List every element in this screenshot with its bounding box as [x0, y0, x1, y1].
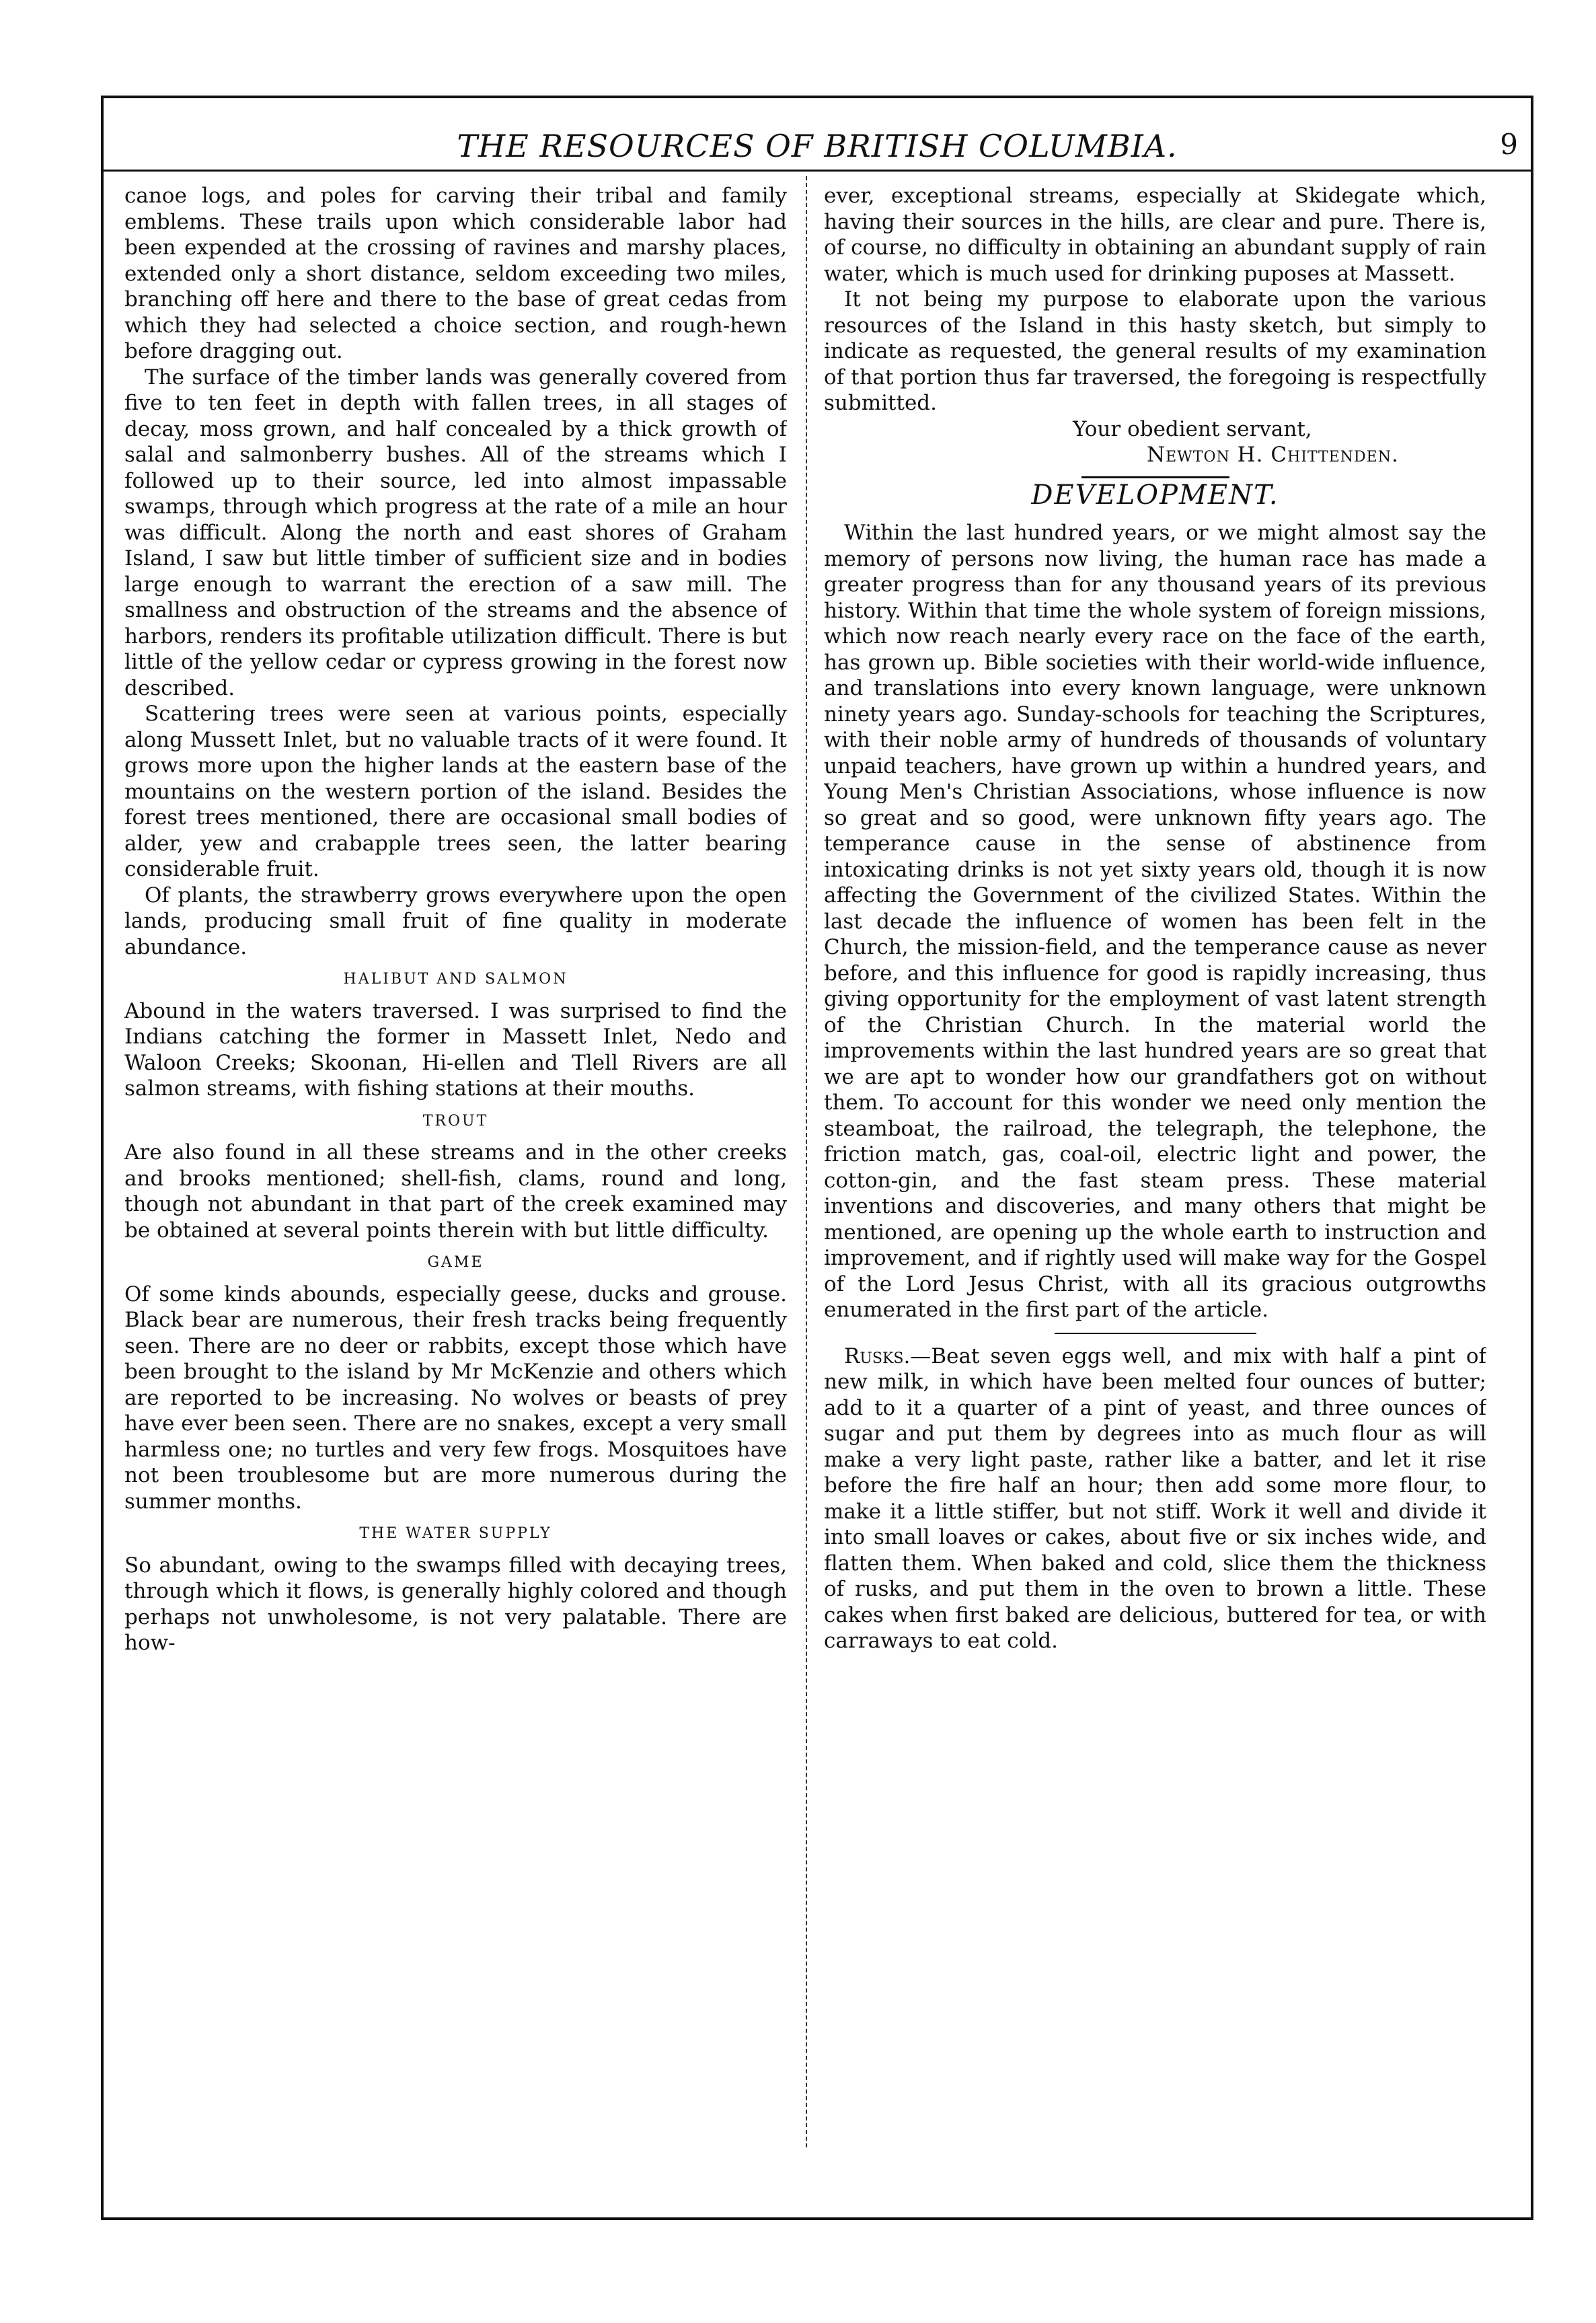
- heading-water-supply: THE WATER SUPPLY: [359, 1525, 552, 1542]
- left-paragraph-1: canoe logs, and poles for carving their tribal and family emblems. These trails upon which considerable labor had been expended at the crossing of ravines and marshy places, extended only a short distance, seldom exceeding two miles, branching off here and there to the base of great cedas from which they had selected a choice section, and rough-hewn before dragging out.: [124, 184, 787, 363]
- right-paragraph-2: It not being my purpose to elaborate upon the various resources of the Island in this hasty sketch, but simply to indicate as requested, the general results of my examination of that portion thus far traversed, the foregoing is respectfully submitted.: [824, 287, 1486, 415]
- heading-trout: TROUT: [422, 1112, 489, 1130]
- left-paragraph-2: The surface of the timber lands was generally covered from five to ten feet in depth with fallen trees, in all stages of decay, moss grown, and half concealed by a thick growth of salal and salmonberry bushes. All of the streams which I followed up to their source, led into almost impassable swamps, through which progress at the rate of a mile an hour was difficult. Along the north and east shores of Graham Island, I saw but little timber of sufficient size and in bodies large enough to warrant the erection of a saw mill. The smallness and obstruction of the streams and the absence of harbors, renders its profitable utilization difficult. There is but little of the yellow cedar or cypress growing in the forest now described.: [124, 365, 787, 700]
- paragraph-water-supply: So abundant, owing to the swamps filled with decaying trees, through which it flows, is generally highly colored and though perhaps not unwholesome, is not very palatable. There are how-: [124, 1553, 787, 1655]
- left-paragraph-3: Scattering trees were seen at various points, especially along Mussett Inlet, but no valuable tracts of it were found. It grows more upon the higher lands at the eastern base of the mountains on the western portion of the island. Besides the forest trees mentioned, there are occasional small bodies of alder, yew and crabapple trees seen, the latter bearing considerable fruit.: [124, 702, 787, 881]
- right-column: [824, 183, 1486, 2188]
- paragraph-halibut-and-salmon: Abound in the waters traversed. I was surprised to find the Indians catching the former in Massett Inlet, Nedo and Waloon Creeks; Skoonan, Hi-ellen and Tlell Rivers are all salmon streams, with fishing stations at their mouths.: [124, 998, 787, 1101]
- header-rule: [104, 170, 1531, 172]
- column-divider: [806, 176, 807, 2147]
- letter-signature: Newton H. Chittenden.: [1147, 443, 1399, 467]
- running-header: [101, 128, 1533, 168]
- letter-salutation: Your obedient servant,: [1073, 416, 1312, 441]
- heading-halibut-and-salmon: HALIBUT AND SALMON: [343, 971, 568, 988]
- development-paragraph: Within the last hundred years, or we might almost say the memory of persons now living, the human race has made a greater progress than for any thousand years of its previous history. Within that time the whole system of foreign missions, which now reach nearly every race on the face of the earth, has grown up. Bible societies with their world-wide influence, and translations into every known language, were unknown ninety years ago. Sunday-schools for teaching the Scriptures, with their noble army of hundreds of thousands of voluntary unpaid teachers, have grown up within a hundred years, and Young Men's Christian Associations, whose influence is now so great and so good, were unknown fifty years ago. The temperance cause in the sense of abstinence from intoxicating drinks is not yet sixty years old, though it is now affecting the Government of the civilized States. Within the last decade the influence of women has been felt in the Church, the mission-field, and the temperance cause as never before, and this influence for good is rapidly increasing, thus giving opportunity for the employment of vast latent strength of the Christian Church. In the material world the improvements within the last hundred years are so great that we are apt to wonder how our grandfathers got on without them. To account for this wonder we need only mention the steamboat, the railroad, the telegraph, the telephone, the friction match, gas, coal-oil, electric light and power, the cotton-gin, and the fast steam press. These material inventions and discoveries, and many others that might be mentioned, are opening up the whole earth to instruction and improvement, and if rightly used will make way for the Gospel of the Lord Jesus Christ, with all its gracious outgrowths enumerated in the first part of the article.: [824, 521, 1486, 1322]
- right-paragraph-1: ever, exceptional streams, especially at Skidegate which, having their sources in the hills, are clear and pure. There is, of course, no difficulty in obtaining an abundant supply of rain water, which is much used for drinking puposes at Massett.: [824, 184, 1486, 286]
- left-paragraph-4: Of plants, the strawberry grows everywhere upon the open lands, producing small fruit of fine quality in moderate abundance.: [124, 883, 787, 959]
- development-title: DEVELOPMENT.: [1031, 479, 1279, 511]
- rusks-text: —Beat seven eggs well, and mix with half a pint of new milk, in which have been melted four ounces of butter; add to it a quarter of a pint of yeast, and three ounces of sugar and put them by degrees into as much flour as will make a very light paste, rather like a batter, and let it rise before the fire half an hour; then add some more flour, to make it a little stiffer, but not stiff. Work it well and divide it into small loaves or cakes, about five or six inches wide, and flatten them. When baked and cold, slice them the thickness of rusks, and put them in the oven to brown a little. These cakes when first baked are delicious, buttered for tea, or with carraways to eat cold.: [824, 1343, 1486, 1653]
- heading-game: GAME: [427, 1254, 484, 1271]
- rusks-label: Rusks.: [844, 1343, 911, 1368]
- paragraph-game: Of some kinds abounds, especially geese, ducks and grouse. Black bear are numerous, their fresh tracks being frequently seen. There are no deer or rabbits, except those which have been brought to the island by Mr McKenzie and others which are reported to be increasing. No wolves or beasts of prey have ever been seen. There are no snakes, except a very small harmless one; no turtles and very few frogs. Mosquitoes have not been troublesome but are more numerous during the summer months.: [124, 1282, 787, 1514]
- paragraph-trout: Are also found in all these streams and in the other creeks and brooks mentioned; shell-fish, clams, round and long, though not abundant in that part of the creek examined may be obtained at several points therein with but little difficulty.: [124, 1140, 787, 1243]
- rusks-paragraph: [824, 1343, 1486, 1654]
- header-title: THE RESOURCES OF BRITISH COLUMBIA.: [457, 128, 1178, 164]
- left-column: [124, 183, 787, 2188]
- page-number: 9: [1500, 128, 1519, 161]
- section-rule: [1055, 1333, 1256, 1334]
- development-rule: [1081, 476, 1229, 478]
